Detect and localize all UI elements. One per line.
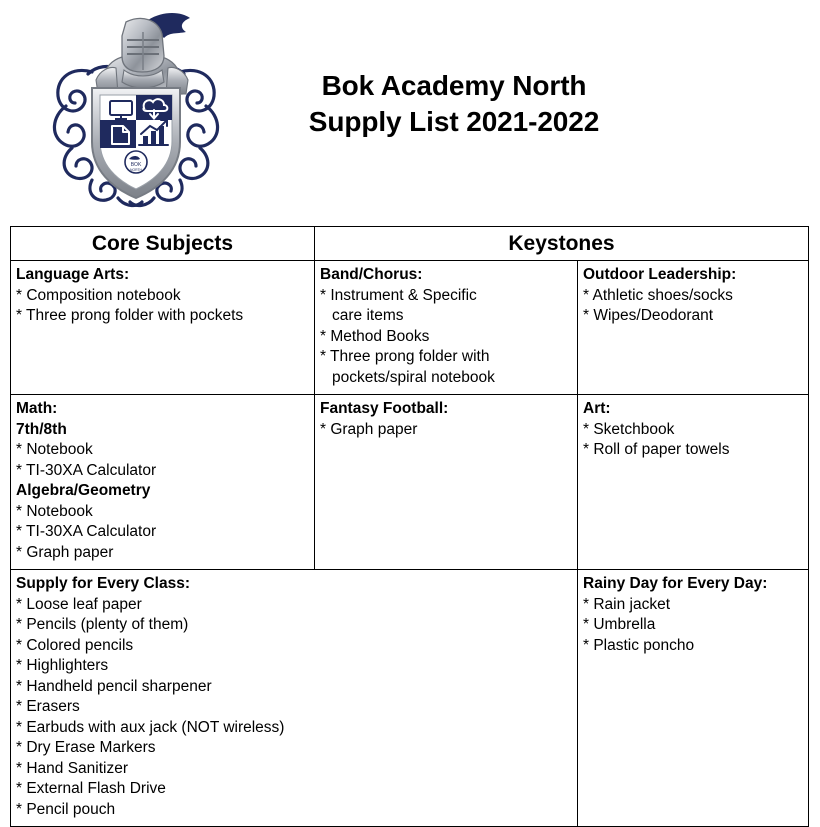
cell-outdoor-leadership [578,261,809,395]
list-item: * Method Books [320,327,430,345]
list-item: * Highlighters [16,657,109,674]
list-item: * Umbrella [583,616,656,633]
table-row [11,395,809,570]
list-item: * External Flash Drive [16,780,166,797]
cell-subtitle-grade: 7th/8th [16,420,67,438]
cell-language-arts [11,261,315,395]
list-item: * Three prong folder with pockets [16,307,244,324]
cell-title: Fantasy Football: [320,400,449,417]
list-item: * Dry Erase Markers [16,739,156,756]
list-item: * Roll of paper towels [583,441,730,458]
list-item: * Athletic shoes/socks [583,286,733,304]
page-title [244,68,664,140]
school-logo [30,2,242,214]
list-item: * Composition notebook [16,286,181,304]
list-item: * Graph paper [320,420,418,438]
cell-title: Band/Chorus: [320,266,423,283]
list-item: * Rain jacket [583,595,671,613]
list-item-continuation: care items [332,307,404,324]
list-item-continuation: pockets/spiral notebook [332,368,495,386]
list-item: * Pencil pouch [16,800,116,818]
cell-title: Rainy Day for Every Day: [583,575,768,592]
table-header-row [11,227,809,261]
list-item: * Plastic poncho [583,636,695,654]
list-item: * Earbuds with aux jack (NOT wireless) [16,718,285,736]
list-item: * Pencils (plenty of them) [16,616,189,633]
list-item: * Wipes/Deodorant [583,307,714,324]
list-item: * Erasers [16,698,80,715]
supply-list-table [10,226,809,827]
column-header-core-subjects: Core Subjects [11,227,315,261]
list-item: * Notebook [16,502,93,520]
svg-text:NORTH: NORTH [130,168,142,172]
page-header [0,0,820,218]
list-item: * Loose leaf paper [16,595,142,613]
cell-art [578,395,809,570]
title-line-school: Bok Academy North [321,70,587,101]
cell-band-chorus [315,261,578,395]
list-item: * Graph paper [16,543,114,561]
cell-title: Supply for Every Class: [16,575,191,592]
list-item: * Three prong folder with [320,348,490,365]
column-header-keystones: Keystones [315,227,809,261]
cell-math [11,395,315,570]
list-item: * Notebook [16,441,93,458]
list-item: * Handheld pencil sharpener [16,677,212,695]
list-item: * Colored pencils [16,636,134,654]
list-item: * TI-30XA Calculator [16,523,157,540]
list-item: * TI-30XA Calculator [16,461,157,479]
cell-supply-every-class [11,570,578,827]
title-line-supply-list: Supply List 2021-2022 [308,106,600,137]
cell-title: Art: [583,400,611,417]
cell-title: Math: [16,400,58,417]
list-item: * Instrument & Specific [320,286,477,304]
cell-fantasy-football [315,395,578,570]
cell-title: Language Arts: [16,266,130,283]
knight-shield-crest-icon [30,2,242,214]
svg-text:BOK: BOK [130,162,142,168]
cell-subtitle-course: Algebra/Geometry [16,482,151,499]
table-row [11,570,809,827]
list-item: * Hand Sanitizer [16,759,129,777]
list-item: * Sketchbook [583,420,675,438]
cell-title: Outdoor Leadership: [583,266,737,283]
table-row [11,261,809,395]
cell-rainy-day [578,570,809,827]
